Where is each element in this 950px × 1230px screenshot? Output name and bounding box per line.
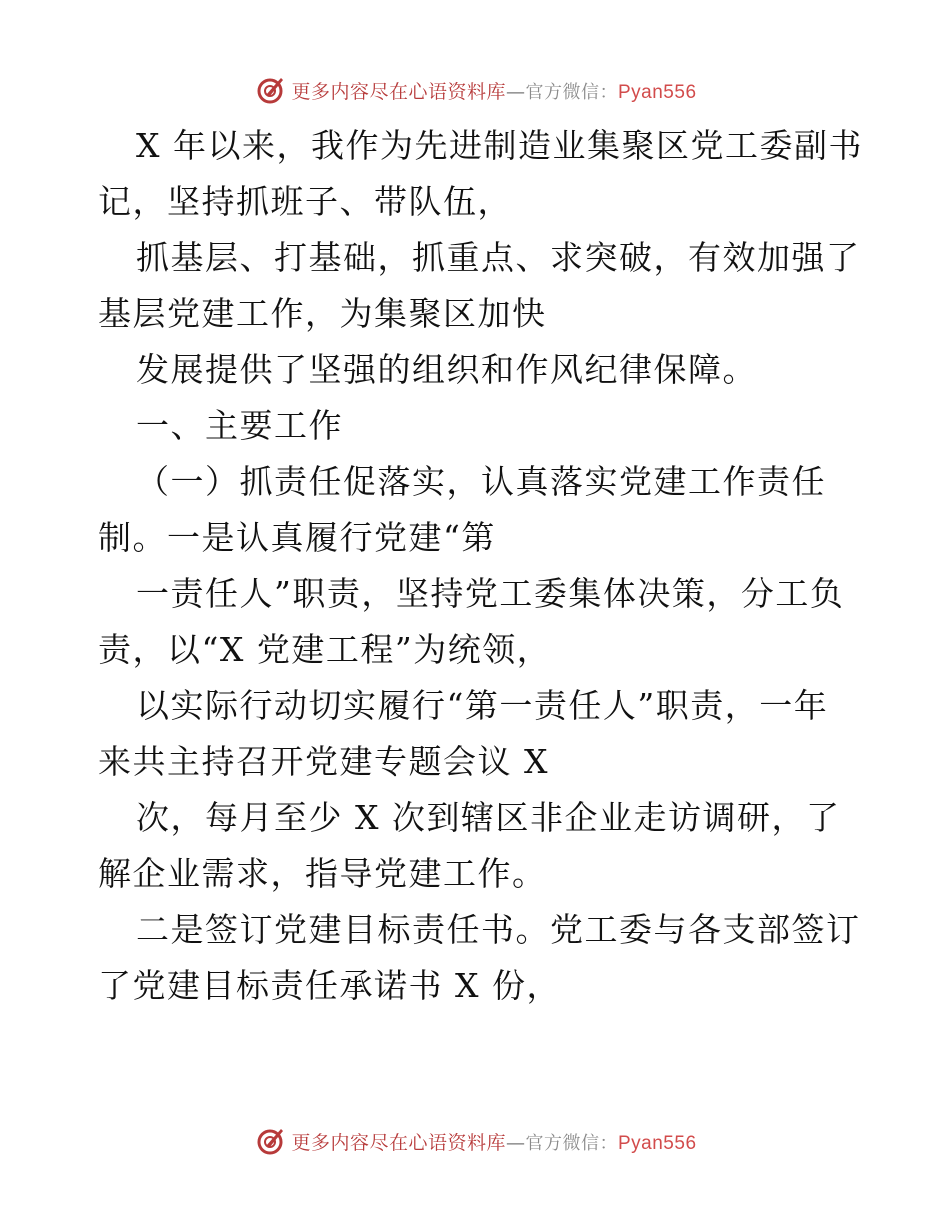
watermark-wechat-id: Pyan556 bbox=[618, 81, 697, 103]
watermark-text bbox=[291, 77, 696, 104]
watermark-brand: 更多内容尽在心语资料库 bbox=[291, 80, 506, 103]
document-body bbox=[98, 118, 863, 1014]
body-line: 解企业需求，指导党建工作。 bbox=[98, 854, 547, 893]
watermark-wechat-id: Pyan556 bbox=[618, 1132, 697, 1154]
body-line: 一责任人”职责，坚持党工委集体决策，分工负 bbox=[136, 574, 845, 613]
body-line: 制。一是认真履行党建“第 bbox=[98, 518, 496, 557]
body-line: 抓基层、打基础，抓重点、求突破，有效加强了 bbox=[136, 238, 861, 277]
watermark-brand: 更多内容尽在心语资料库 bbox=[291, 1131, 506, 1154]
footer-watermark bbox=[0, 1123, 950, 1159]
body-line: 次，每月至少 X 次到辖区非企业走访调研，了 bbox=[136, 798, 841, 837]
body-line: 责，以“X 党建工程”为统领， bbox=[98, 630, 552, 669]
body-line: 基层党建工作，为集聚区加快 bbox=[98, 294, 547, 333]
subsection-heading: （一）抓责任促落实，认真落实党建工作责任 bbox=[136, 462, 826, 501]
quill-logo-icon bbox=[253, 73, 287, 107]
body-line: 了党建目标责任承诺书 X 份， bbox=[98, 966, 561, 1005]
body-line: 以实际行动切实履行“第一责任人”职责，一年 bbox=[136, 686, 829, 725]
body-line: 记，坚持抓班子、带队伍， bbox=[98, 182, 512, 221]
watermark-label: 官方微信： bbox=[525, 81, 618, 103]
body-line: 来共主持召开党建专题会议 X bbox=[98, 742, 549, 781]
section-heading: 一、主要工作 bbox=[136, 406, 343, 445]
watermark-label: 官方微信： bbox=[525, 1132, 618, 1154]
header-watermark bbox=[0, 72, 950, 108]
quill-logo-icon bbox=[253, 1124, 287, 1158]
body-line: 二是签订党建目标责任书。党工委与各支部签订 bbox=[136, 910, 861, 949]
watermark-separator: — bbox=[506, 1131, 526, 1154]
body-line: 发展提供了坚强的组织和作风纪律保障。 bbox=[136, 350, 757, 389]
watermark-text bbox=[291, 1128, 696, 1155]
body-line: X 年以来，我作为先进制造业集聚区党工委副书 bbox=[136, 126, 863, 165]
watermark-separator: — bbox=[506, 80, 526, 103]
